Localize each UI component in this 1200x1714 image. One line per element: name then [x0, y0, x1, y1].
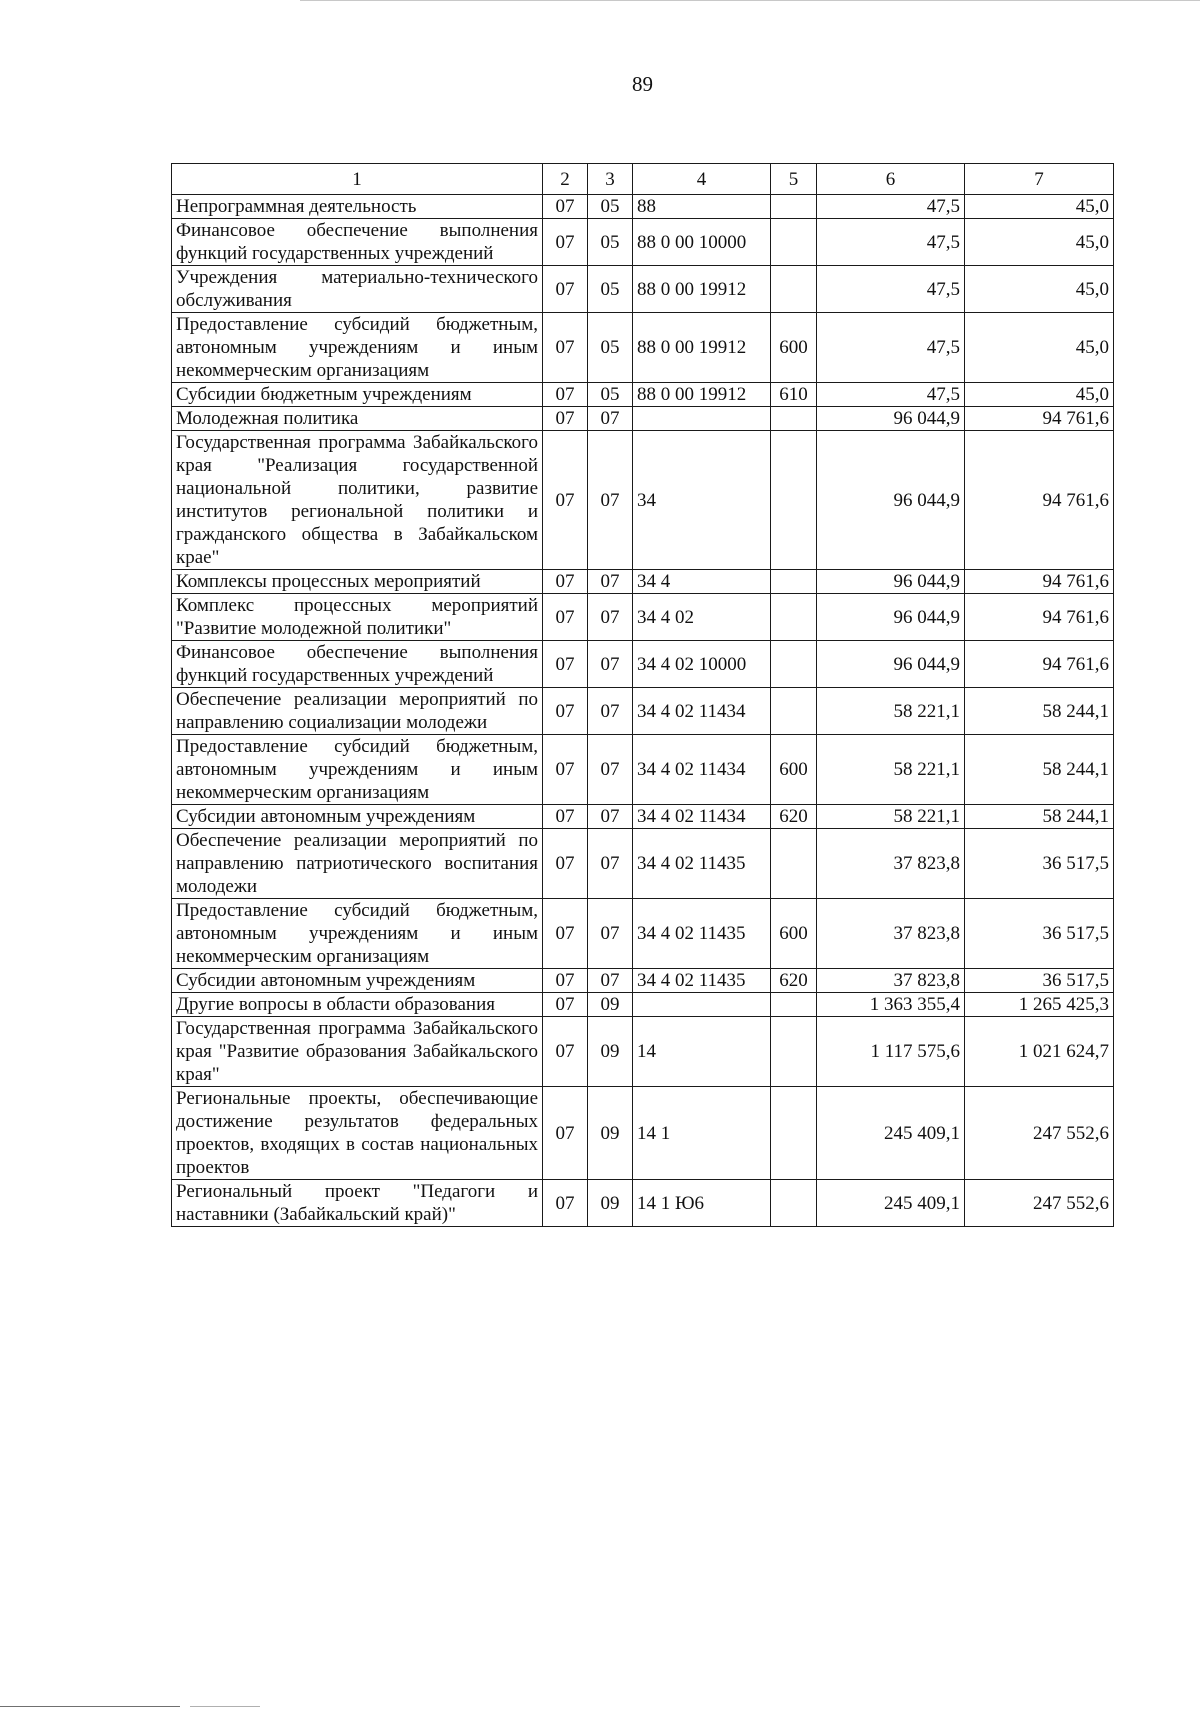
header-cell-6: 6 — [817, 164, 965, 195]
cell-subsection: 09 — [588, 1087, 633, 1180]
cell-name: Предоставление субсидий бюджетным, автономным учреждениям и иным некоммерческим организациям — [172, 899, 543, 969]
cell-amount-year2: 45,0 — [965, 313, 1114, 383]
cell-name: Предоставление субсидий бюджетным, автономным учреждениям и иным некоммерческим организациям — [172, 313, 543, 383]
table-row — [172, 313, 1114, 383]
cell-expense-type: 600 — [771, 735, 817, 805]
cell-amount-year2: 45,0 — [965, 383, 1114, 407]
cell-subsection: 07 — [588, 570, 633, 594]
cell-target-article: 34 4 02 11435 — [633, 969, 771, 993]
cell-amount-year2: 45,0 — [965, 219, 1114, 266]
cell-amount-year2: 36 517,5 — [965, 969, 1114, 993]
cell-subsection: 07 — [588, 829, 633, 899]
header-cell-3: 3 — [588, 164, 633, 195]
cell-section: 07 — [543, 219, 588, 266]
table-row — [172, 829, 1114, 899]
cell-amount-year2: 94 761,6 — [965, 594, 1114, 641]
cell-expense-type — [771, 641, 817, 688]
cell-amount-year1: 37 823,8 — [817, 899, 965, 969]
cell-amount-year1: 1 363 355,4 — [817, 993, 965, 1017]
cell-amount-year1: 37 823,8 — [817, 829, 965, 899]
table-row — [172, 431, 1114, 570]
cell-target-article: 88 0 00 19912 — [633, 313, 771, 383]
cell-section: 07 — [543, 735, 588, 805]
table-row — [172, 1087, 1114, 1180]
cell-amount-year2: 1 021 624,7 — [965, 1017, 1114, 1087]
cell-name: Субсидии автономным учреждениям — [172, 805, 543, 829]
cell-amount-year1: 58 221,1 — [817, 688, 965, 735]
cell-amount-year2: 94 761,6 — [965, 431, 1114, 570]
cell-amount-year1: 47,5 — [817, 195, 965, 219]
cell-expense-type: 610 — [771, 383, 817, 407]
cell-target-article: 34 4 02 11435 — [633, 829, 771, 899]
table-row — [172, 407, 1114, 431]
cell-amount-year1: 37 823,8 — [817, 969, 965, 993]
cell-target-article: 34 4 02 11434 — [633, 688, 771, 735]
cell-amount-year1: 245 409,1 — [817, 1180, 965, 1227]
cell-target-article: 34 4 02 10000 — [633, 641, 771, 688]
cell-section: 07 — [543, 570, 588, 594]
table-row — [172, 969, 1114, 993]
table-row — [172, 735, 1114, 805]
cell-subsection: 07 — [588, 735, 633, 805]
cell-target-article: 88 0 00 10000 — [633, 219, 771, 266]
scan-edge-top — [300, 0, 1200, 1]
cell-target-article: 88 0 00 19912 — [633, 266, 771, 313]
cell-subsection: 09 — [588, 993, 633, 1017]
cell-expense-type: 600 — [771, 899, 817, 969]
cell-name: Комплексы процессных мероприятий — [172, 570, 543, 594]
cell-expense-type — [771, 570, 817, 594]
table-row — [172, 219, 1114, 266]
cell-name: Комплекс процессных мероприятий "Развитие молодежной политики" — [172, 594, 543, 641]
cell-section: 07 — [543, 805, 588, 829]
cell-name: Государственная программа Забайкальского края "Реализация государственной национальной политики, развитие институтов региональной политики и гражданского общества в Забайкальском крае" — [172, 431, 543, 570]
cell-target-article: 34 4 02 11434 — [633, 735, 771, 805]
cell-name: Другие вопросы в области образования — [172, 993, 543, 1017]
cell-subsection: 07 — [588, 969, 633, 993]
cell-name: Предоставление субсидий бюджетным, автономным учреждениям и иным некоммерческим организациям — [172, 735, 543, 805]
cell-expense-type — [771, 688, 817, 735]
table-body — [172, 164, 1114, 1227]
cell-target-article: 34 4 — [633, 570, 771, 594]
cell-expense-type — [771, 1017, 817, 1087]
cell-amount-year2: 1 265 425,3 — [965, 993, 1114, 1017]
cell-amount-year2: 45,0 — [965, 195, 1114, 219]
table-row — [172, 805, 1114, 829]
cell-section: 07 — [543, 195, 588, 219]
header-cell-2: 2 — [543, 164, 588, 195]
cell-amount-year2: 58 244,1 — [965, 805, 1114, 829]
cell-subsection: 07 — [588, 805, 633, 829]
cell-target-article — [633, 993, 771, 1017]
table-row — [172, 383, 1114, 407]
cell-expense-type — [771, 431, 817, 570]
cell-name: Государственная программа Забайкальского края "Развитие образования Забайкальского края" — [172, 1017, 543, 1087]
cell-subsection: 07 — [588, 594, 633, 641]
cell-amount-year2: 94 761,6 — [965, 407, 1114, 431]
cell-expense-type: 620 — [771, 969, 817, 993]
table-row — [172, 899, 1114, 969]
cell-amount-year1: 96 044,9 — [817, 431, 965, 570]
cell-amount-year1: 1 117 575,6 — [817, 1017, 965, 1087]
cell-name: Молодежная политика — [172, 407, 543, 431]
cell-amount-year2: 247 552,6 — [965, 1180, 1114, 1227]
cell-name: Обеспечение реализации мероприятий по направлению социализации молодежи — [172, 688, 543, 735]
cell-section: 07 — [543, 688, 588, 735]
cell-expense-type — [771, 219, 817, 266]
cell-expense-type — [771, 266, 817, 313]
cell-subsection: 09 — [588, 1017, 633, 1087]
cell-target-article: 34 4 02 11435 — [633, 899, 771, 969]
cell-target-article — [633, 407, 771, 431]
cell-expense-type — [771, 407, 817, 431]
cell-subsection: 05 — [588, 313, 633, 383]
table-row — [172, 688, 1114, 735]
cell-subsection: 05 — [588, 266, 633, 313]
cell-section: 07 — [543, 1087, 588, 1180]
cell-section: 07 — [543, 1017, 588, 1087]
cell-name: Финансовое обеспечение выполнения функций государственных учреждений — [172, 641, 543, 688]
table-row — [172, 570, 1114, 594]
cell-subsection: 05 — [588, 219, 633, 266]
header-cell-4: 4 — [633, 164, 771, 195]
cell-name: Региональные проекты, обеспечивающие достижение результатов федеральных проектов, входящих в состав национальных проектов — [172, 1087, 543, 1180]
cell-target-article: 14 — [633, 1017, 771, 1087]
cell-amount-year1: 96 044,9 — [817, 594, 965, 641]
cell-subsection: 09 — [588, 1180, 633, 1227]
cell-name: Субсидии автономным учреждениям — [172, 969, 543, 993]
cell-section: 07 — [543, 969, 588, 993]
cell-subsection: 07 — [588, 688, 633, 735]
cell-section: 07 — [543, 383, 588, 407]
cell-amount-year1: 96 044,9 — [817, 570, 965, 594]
cell-expense-type — [771, 829, 817, 899]
cell-section: 07 — [543, 641, 588, 688]
cell-amount-year1: 47,5 — [817, 219, 965, 266]
cell-target-article: 88 0 00 19912 — [633, 383, 771, 407]
cell-expense-type — [771, 195, 817, 219]
cell-subsection: 07 — [588, 641, 633, 688]
cell-amount-year2: 36 517,5 — [965, 829, 1114, 899]
cell-section: 07 — [543, 899, 588, 969]
header-cell-1: 1 — [172, 164, 543, 195]
cell-subsection: 05 — [588, 383, 633, 407]
cell-amount-year1: 47,5 — [817, 383, 965, 407]
cell-amount-year1: 96 044,9 — [817, 641, 965, 688]
cell-amount-year2: 58 244,1 — [965, 735, 1114, 805]
cell-expense-type: 600 — [771, 313, 817, 383]
cell-expense-type — [771, 1180, 817, 1227]
cell-amount-year2: 36 517,5 — [965, 899, 1114, 969]
cell-target-article: 34 4 02 — [633, 594, 771, 641]
cell-target-article: 14 1 Ю6 — [633, 1180, 771, 1227]
cell-amount-year2: 58 244,1 — [965, 688, 1114, 735]
table-row — [172, 641, 1114, 688]
cell-expense-type — [771, 993, 817, 1017]
cell-amount-year2: 94 761,6 — [965, 570, 1114, 594]
cell-expense-type: 620 — [771, 805, 817, 829]
cell-expense-type — [771, 1087, 817, 1180]
cell-name: Учреждения материально-технического обслуживания — [172, 266, 543, 313]
header-cell-7: 7 — [965, 164, 1114, 195]
scan-edge-bottom-fragment — [190, 1706, 260, 1707]
scan-edge-bottom — [0, 1706, 180, 1707]
cell-amount-year1: 58 221,1 — [817, 805, 965, 829]
cell-amount-year2: 247 552,6 — [965, 1087, 1114, 1180]
table-header-row — [172, 164, 1114, 195]
cell-name: Непрограммная деятельность — [172, 195, 543, 219]
cell-subsection: 05 — [588, 195, 633, 219]
table-row — [172, 1180, 1114, 1227]
cell-section: 07 — [543, 594, 588, 641]
table-row — [172, 993, 1114, 1017]
table-row — [172, 266, 1114, 313]
cell-target-article: 34 — [633, 431, 771, 570]
cell-target-article: 34 4 02 11434 — [633, 805, 771, 829]
cell-amount-year2: 45,0 — [965, 266, 1114, 313]
cell-amount-year2: 94 761,6 — [965, 641, 1114, 688]
table-row — [172, 594, 1114, 641]
cell-section: 07 — [543, 313, 588, 383]
table-row — [172, 1017, 1114, 1087]
cell-name: Региональный проект "Педагоги и наставники (Забайкальский край)" — [172, 1180, 543, 1227]
table-row — [172, 195, 1114, 219]
cell-section: 07 — [543, 266, 588, 313]
cell-target-article: 14 1 — [633, 1087, 771, 1180]
cell-target-article: 88 — [633, 195, 771, 219]
cell-name: Субсидии бюджетным учреждениям — [172, 383, 543, 407]
budget-table — [171, 163, 1114, 1227]
cell-amount-year1: 96 044,9 — [817, 407, 965, 431]
cell-section: 07 — [543, 1180, 588, 1227]
cell-amount-year1: 58 221,1 — [817, 735, 965, 805]
cell-section: 07 — [543, 407, 588, 431]
cell-section: 07 — [543, 993, 588, 1017]
header-cell-5: 5 — [771, 164, 817, 195]
cell-subsection: 07 — [588, 899, 633, 969]
cell-section: 07 — [543, 829, 588, 899]
cell-subsection: 07 — [588, 431, 633, 570]
cell-name: Обеспечение реализации мероприятий по направлению патриотического воспитания молодежи — [172, 829, 543, 899]
cell-amount-year1: 47,5 — [817, 313, 965, 383]
cell-section: 07 — [543, 431, 588, 570]
cell-amount-year1: 245 409,1 — [817, 1087, 965, 1180]
cell-expense-type — [771, 594, 817, 641]
page-number: 89 — [632, 72, 653, 96]
cell-subsection: 07 — [588, 407, 633, 431]
cell-name: Финансовое обеспечение выполнения функций государственных учреждений — [172, 219, 543, 266]
cell-amount-year1: 47,5 — [817, 266, 965, 313]
